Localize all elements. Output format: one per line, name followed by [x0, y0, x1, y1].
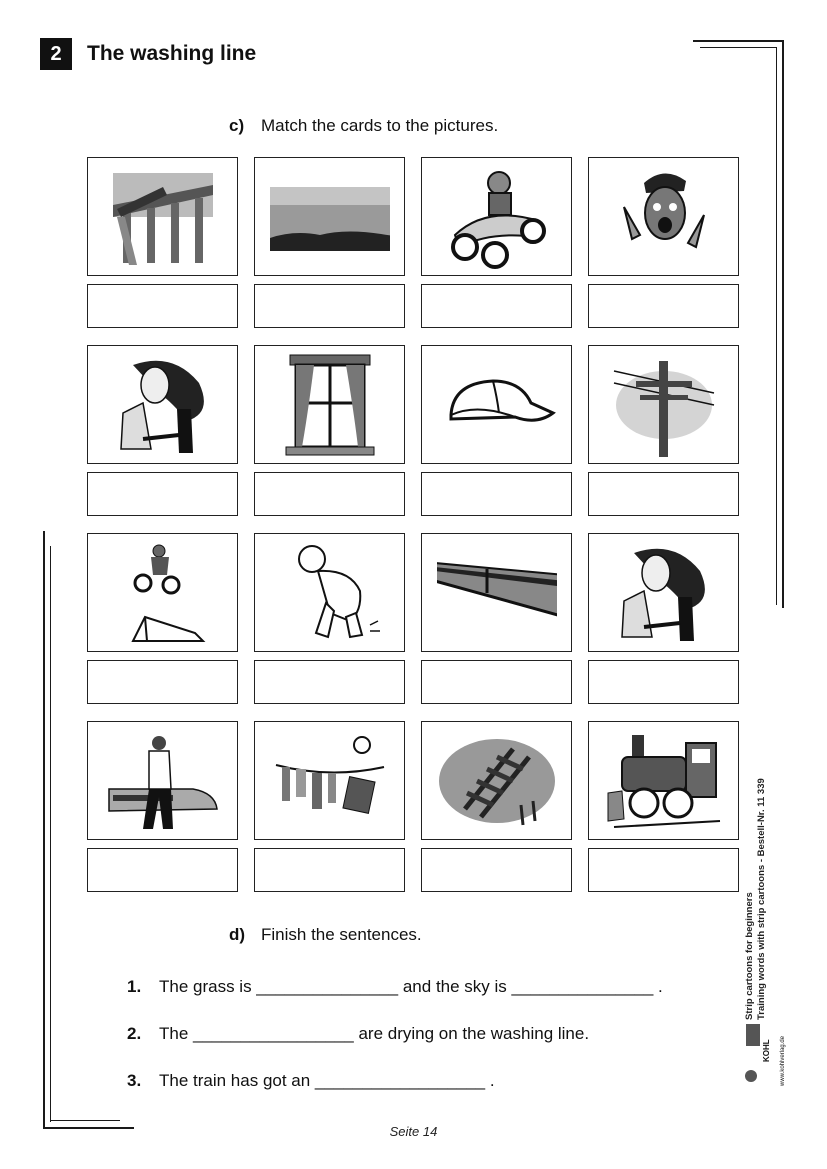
express-train-icon — [437, 541, 557, 645]
answer-card-slot[interactable] — [254, 284, 405, 328]
man-at-train-icon — [103, 729, 223, 833]
washing-line-picture — [254, 721, 405, 840]
answer-card-slot[interactable] — [87, 660, 238, 704]
card — [588, 533, 739, 704]
hairdryer-woman-icon — [604, 541, 724, 645]
cap-icon — [437, 353, 557, 457]
card — [421, 533, 572, 704]
book-title-line: Strip cartoons for beginners — [744, 892, 755, 1020]
frightened-face-icon — [604, 165, 724, 269]
card — [421, 345, 572, 516]
hairdryer-woman-icon — [103, 353, 223, 457]
washing-line-icon — [270, 729, 390, 833]
publisher-website: www.kohlverlag.de — [780, 1035, 786, 1086]
answer-card-slot[interactable] — [254, 660, 405, 704]
task-c-instruction — [229, 116, 498, 136]
telegraph-pole-picture — [588, 345, 739, 464]
chapter-number-badge: 2 — [40, 38, 72, 70]
answer-card-slot[interactable] — [421, 472, 572, 516]
man-at-train-picture — [87, 721, 238, 840]
woman-with-hairdryer-picture — [588, 533, 739, 652]
sentence-list — [127, 977, 747, 1118]
answer-card-slot[interactable] — [421, 848, 572, 892]
card — [87, 721, 238, 892]
steam-locomotive-picture — [588, 721, 739, 840]
steam-locomotive-icon — [604, 729, 724, 833]
card — [254, 721, 405, 892]
answer-card-slot[interactable] — [588, 472, 739, 516]
answer-card-slot[interactable] — [421, 660, 572, 704]
sentence-number: 1. — [127, 977, 142, 996]
sentence-number: 2. — [127, 1024, 142, 1043]
card-grid — [87, 157, 740, 892]
frame-top-line-outer — [693, 40, 784, 42]
task-d-text: Finish the sentences. — [261, 925, 422, 944]
sentence-text[interactable]: The train has got an __________________ . — [159, 1071, 495, 1090]
task-d-letter: d) — [229, 925, 246, 944]
task-c-text: Match the cards to the pictures. — [261, 116, 499, 135]
window-with-curtains-picture — [254, 345, 405, 464]
side-book-info — [744, 690, 768, 1020]
tired-man-icon — [270, 541, 390, 645]
frame-right-line-outer — [782, 40, 784, 608]
answer-card-slot[interactable] — [421, 284, 572, 328]
answer-card-slot[interactable] — [87, 284, 238, 328]
card — [588, 157, 739, 328]
sky-icon — [270, 165, 390, 269]
go-kart-icon — [437, 165, 557, 269]
frame-top-line-inner — [700, 47, 777, 48]
railway-tracks-picture — [421, 721, 572, 840]
publisher-name: KOHL — [762, 1039, 771, 1062]
publisher-logo — [740, 1022, 790, 1088]
answer-card-slot[interactable] — [254, 848, 405, 892]
train-on-bridge-picture — [87, 157, 238, 276]
sentence-item — [127, 1071, 747, 1118]
sentence-text[interactable]: The _________________ are drying on the washing line. — [159, 1024, 590, 1043]
card — [421, 721, 572, 892]
frame-left-line-outer — [43, 531, 45, 1129]
woman-with-hairdryer-picture — [87, 345, 238, 464]
frame-left-line-inner — [50, 546, 51, 1122]
card — [87, 157, 238, 328]
card — [421, 157, 572, 328]
card — [87, 533, 238, 704]
answer-card-slot[interactable] — [588, 848, 739, 892]
page-number: Seite 14 — [389, 1124, 438, 1139]
tired-man-picture — [254, 533, 405, 652]
sentence-item — [127, 977, 747, 1024]
sentence-item — [127, 1024, 747, 1071]
motorbike-jump-picture — [87, 533, 238, 652]
answer-card-slot[interactable] — [87, 848, 238, 892]
card — [254, 533, 405, 704]
motorbike-icon — [103, 541, 223, 645]
answer-card-slot[interactable] — [87, 472, 238, 516]
page-title: The washing line — [87, 42, 257, 65]
frame-right-line-inner — [776, 47, 777, 605]
card — [588, 721, 739, 892]
answer-card-slot[interactable] — [588, 284, 739, 328]
frightened-man-picture — [588, 157, 739, 276]
train-bridge-icon — [103, 165, 223, 269]
sky-landscape-picture — [254, 157, 405, 276]
telegraph-pole-icon — [604, 353, 724, 457]
card — [254, 345, 405, 516]
task-c-letter: c) — [229, 116, 245, 135]
go-kart-driver-picture — [421, 157, 572, 276]
window-icon — [270, 353, 390, 457]
card — [588, 345, 739, 516]
card — [254, 157, 405, 328]
sentence-number: 3. — [127, 1071, 142, 1090]
answer-card-slot[interactable] — [254, 472, 405, 516]
cap-picture — [421, 345, 572, 464]
frame-bottom-line-inner — [50, 1120, 120, 1121]
card — [87, 345, 238, 516]
task-d-instruction — [229, 925, 422, 945]
express-train-picture — [421, 533, 572, 652]
book-subtitle-line: Training words with strip cartoons - Bestell-Nr. 11 339 — [756, 778, 767, 1020]
railway-tracks-icon — [437, 729, 557, 833]
answer-card-slot[interactable] — [588, 660, 739, 704]
sentence-text[interactable]: The grass is _______________ and the sky is _______________ . — [159, 977, 663, 996]
